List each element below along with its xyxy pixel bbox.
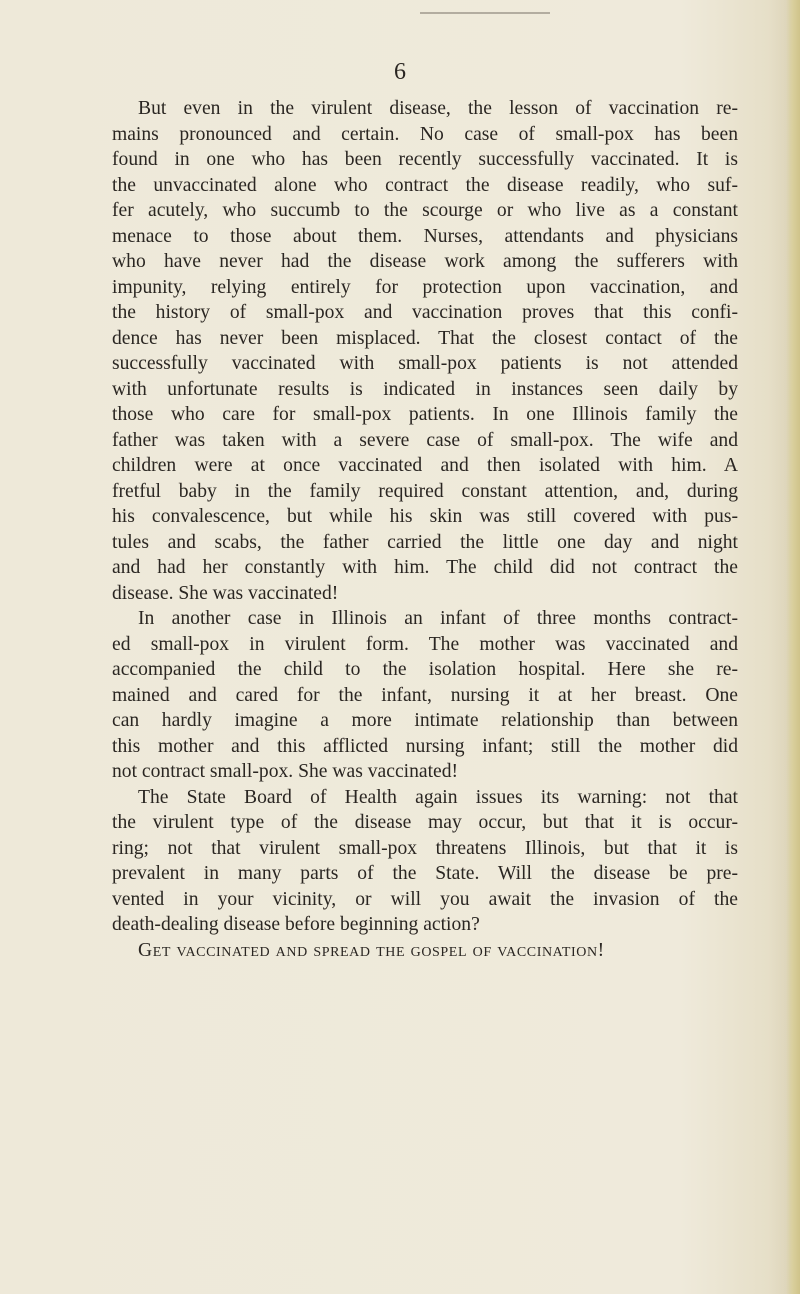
text-line: But even in the virulent disease, the lesson of vaccination re- (138, 98, 738, 119)
body-text (112, 96, 738, 963)
text-line: father was taken with a severe case of small-pox. The wife and (112, 429, 738, 451)
text-line: death-dealing disease before beginning action? (112, 914, 480, 935)
text-line: his convalescence, but while his skin was still covered with pus- (112, 506, 738, 527)
top-edge-rule (420, 12, 550, 14)
text-line: impunity, relying entirely for protection upon vaccination, and (112, 276, 738, 298)
text-line: successfully vaccinated with small-pox patients is not attended (112, 353, 738, 374)
text-line: the virulent type of the disease may occur, but that it is occur- (112, 812, 738, 833)
text-line: mains pronounced and certain. No case of small-pox has been (112, 123, 738, 145)
text-line: children were at once vaccinated and then isolated with him. A (112, 455, 738, 476)
text-line: with unfortunate results is indicated in instances seen daily by (112, 378, 738, 400)
text-line: ring; not that virulent small-pox threatens Illinois, but that it is (112, 837, 738, 859)
text-line: the unvaccinated alone who contract the disease readily, who suf- (112, 174, 738, 196)
text-line: fer acutely, who succumb to the scourge or who live as a constant (112, 200, 738, 221)
text-line: tules and scabs, the father carried the little one day and night (112, 531, 738, 553)
text-line: vented in your vicinity, or will you await the invasion of the (112, 888, 738, 910)
page-edge-shading (786, 0, 800, 1294)
text-line: accompanied the child to the isolation hospital. Here she re- (112, 659, 738, 680)
page-number: 6 (394, 59, 406, 85)
text-line: and had her constantly with him. The child did not contract the (112, 557, 738, 578)
text-line: who have never had the disease work among the sufferers with (112, 251, 738, 272)
text-line: ed small-pox in virulent form. The mother was vaccinated and (112, 633, 738, 655)
text-line: mained and cared for the infant, nursing it at her breast. One (112, 684, 738, 706)
text-line: disease. She was vaccinated! (112, 582, 339, 604)
text-line: dence has never been misplaced. That the closest contact of the (112, 327, 738, 349)
text-line: those who care for small-pox patients. In one Illinois family the (112, 404, 738, 425)
text-line: prevalent in many parts of the State. Will the disease be pre- (112, 863, 738, 884)
text-line: the history of small-pox and vaccination proves that this confi- (112, 302, 738, 323)
text-line: can hardly imagine a more intimate relationship than between (112, 710, 738, 731)
text-line: menace to those about them. Nurses, attendants and physicians (112, 225, 738, 247)
text-line: fretful baby in the family required constant attention, and, during (112, 480, 738, 502)
text-line: found in one who has been recently successfully vaccinated. It is (112, 149, 738, 170)
text-line: this mother and this afflicted nursing infant; still the mother did (112, 735, 738, 757)
text-line: The State Board of Health again issues its warning: not that (138, 786, 738, 808)
text-line: In another case in Illinois an infant of three months contract- (138, 608, 738, 629)
closing-exhortation: Get vaccinated and spread the gospel of vaccination! (138, 939, 605, 961)
text-line: not contract small-pox. She was vaccinated! (112, 761, 459, 782)
